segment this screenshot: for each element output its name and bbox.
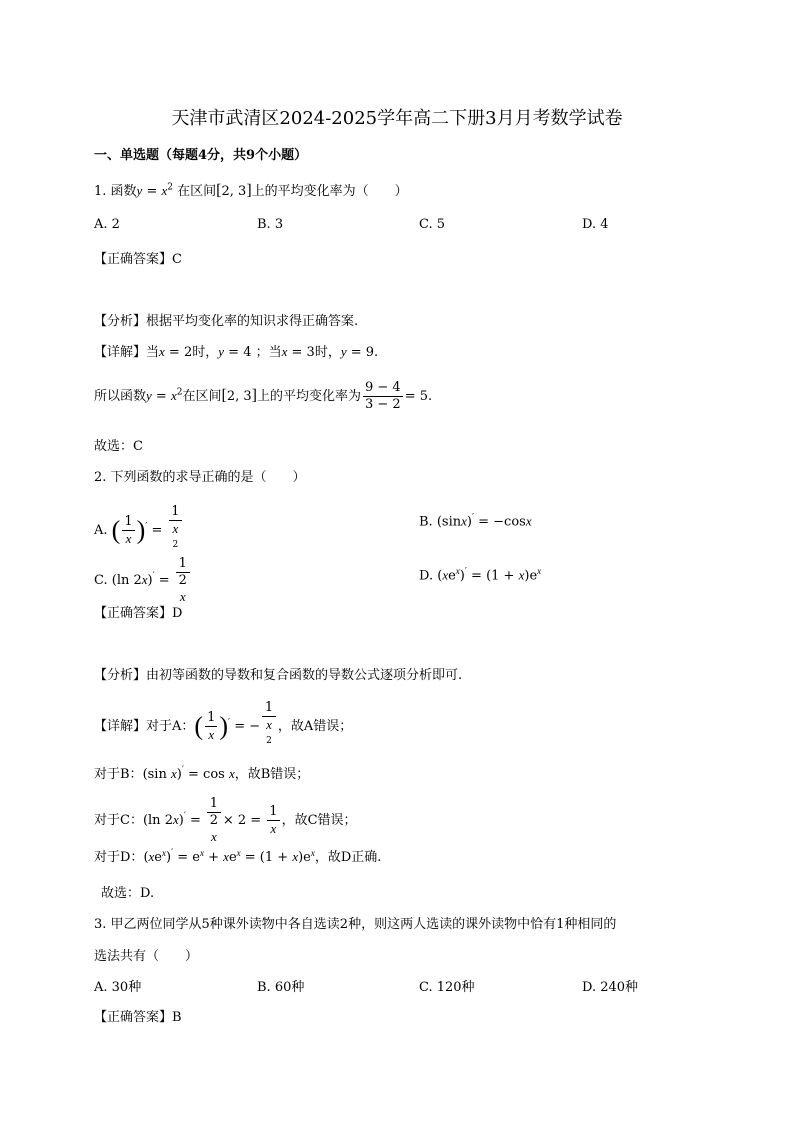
q1-option-b: B. 3	[257, 217, 284, 232]
section-heading: 一、单选题（每题4分，共9个小题）	[94, 148, 308, 163]
q1-option-c: C. 5	[419, 217, 446, 232]
q1-analysis: 【分析】根据平均变化率的知识求得正确答案.	[94, 314, 359, 329]
q3-option-d: D. 240种	[582, 980, 639, 995]
document-title: 天津市武清区2024-2025学年高二下册3月月考数学试卷	[171, 108, 623, 129]
q2-option-a: A. ( $\frac{1}{x}$ )′ = 1 x $^2$	[94, 504, 184, 557]
q2-option-b: B. (sinx)′ = −cosx	[419, 513, 532, 530]
q2-detail-c: 对于C：(ln 2x)′ = 1 2 x × 2 = $\frac{1}{x}$ ，故C错误；	[94, 796, 357, 844]
q1-option-d: D. 4	[582, 217, 609, 232]
q1-answer: 【正确答案】C	[94, 252, 182, 267]
q1-choose: 故选：C	[94, 439, 143, 454]
q2-option-c: C. (ln 2x)′ = 1 2 x	[94, 556, 192, 605]
q3-answer: 【正确答案】B	[94, 1010, 182, 1025]
q3-stem-line1: 3. 甲乙两位同学从5种课外读物中各自选读2种，则这两人选读的课外读物中恰有1种相同的	[94, 917, 617, 932]
q1-stem: 1. 函数$y = x^2$ 在区间[2, 3]上的平均变化率为（ ）	[94, 182, 408, 199]
q2-analysis: 【分析】由初等函数的导数和复合函数的导数公式逐项分析即可.	[94, 668, 463, 683]
q2-detail-d: 对于D：$(xe^x)' = e^x + xe^x = (1 + x)e^x$，故D正确.	[94, 847, 382, 865]
q2-detail-b: 对于B：(sin x)′ = cos x，故B错误；	[94, 765, 310, 782]
q1-detail-conclusion: 所以函数$y = x^2$在区间[2, 3]上的平均变化率为 $\frac{9 - 4}{3 - 2}$ = 5.	[94, 380, 433, 412]
q2-answer: 【正确答案】D	[94, 606, 183, 621]
q3-stem-line2: 选法共有（ ）	[94, 949, 199, 964]
q2-choose: 故选：D.	[101, 886, 155, 901]
q1-detail: 【详解】当x = 2时，y = 4 ；当x = 3时，y = 9.	[94, 344, 379, 360]
q3-option-b: B. 60种	[257, 980, 305, 995]
q3-option-c: C. 120种	[419, 980, 475, 995]
q2-option-d: D. $(xe^x)' = (1 + x)e^x$	[419, 566, 542, 584]
q3-option-a: A. 30种	[94, 980, 142, 995]
q2-stem: 2. 下列函数的求导正确的是（ ）	[94, 470, 306, 485]
q1-option-a: A. 2	[94, 217, 120, 232]
q2-detail-a: 【详解】对于A：( $\frac{1}{x}$ )′ = − 1 x $^2$ ，故A错误；	[94, 700, 353, 746]
